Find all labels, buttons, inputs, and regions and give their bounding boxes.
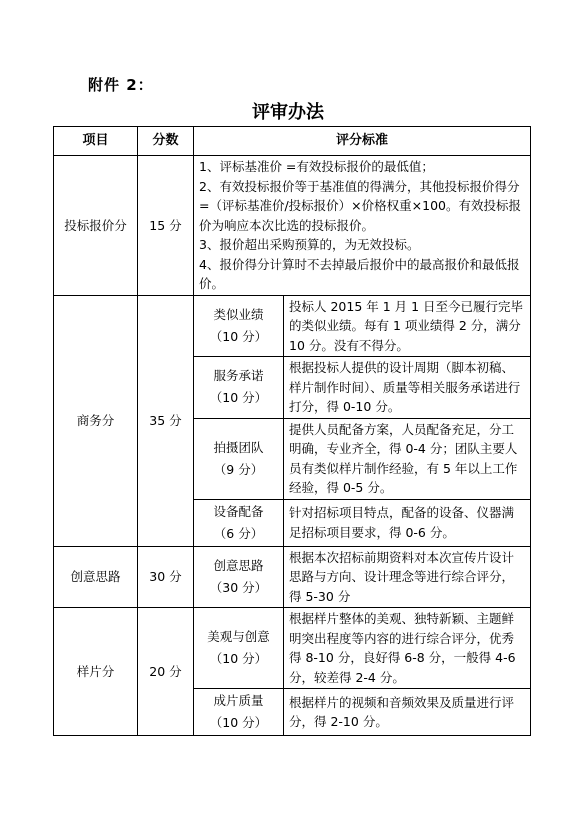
sub-item-cell bbox=[194, 295, 284, 357]
sub-item-name: 拍摄团队 bbox=[213, 439, 264, 455]
document-title: 评审办法 bbox=[252, 102, 324, 123]
sub-item-cell bbox=[194, 418, 284, 499]
sub-item-cell bbox=[194, 608, 284, 689]
scoring-table bbox=[53, 126, 531, 736]
criteria-line: 4、报价得分计算时不去掉最后报价中的最高报价和最低报价。 bbox=[199, 256, 520, 291]
sub-item-points: （6 分） bbox=[213, 525, 264, 541]
criteria-line: 2、有效投标报价等于基准值的得满分，其他投标报价得分=（评标基准价/投标报价）×价格权重×100。有效投标报价为响应本次比选的投标报价。 bbox=[199, 178, 521, 233]
sub-item-points: （9 分） bbox=[213, 461, 264, 477]
sub-item-cell bbox=[194, 499, 284, 546]
sub-item-points: （10 分） bbox=[209, 715, 268, 730]
item-cell: 创意思路 bbox=[54, 546, 138, 608]
score-cell: 15 分 bbox=[138, 156, 194, 296]
sub-item-points: （10 分） bbox=[209, 651, 268, 666]
table-row bbox=[54, 608, 531, 689]
sub-criteria-cell: 针对招标项目特点，配备的设备、仪器满足招标项目要求，得 0-6 分。 bbox=[284, 499, 531, 546]
sub-item-name: 创意思路 bbox=[213, 557, 264, 573]
sub-item-points: （30 分） bbox=[209, 579, 268, 595]
criteria-line: 3、报价超出采购预算的，为无效投标。 bbox=[199, 237, 420, 252]
sub-criteria-cell: 根据本次招标前期资料对本次宣传片设计思路与方向、设计理念等进行综合评分，得 5-30 分 bbox=[284, 546, 531, 608]
sub-item-cell bbox=[194, 689, 284, 736]
sub-item-points: （10 分） bbox=[209, 390, 268, 406]
sub-criteria-cell: 投标人 2015 年 1 月 1 日至今已履行完毕的类似业绩。每有 1 项业绩得 2 分，满分 10 分。没有不得分。 bbox=[284, 295, 531, 357]
item-cell: 商务分 bbox=[54, 295, 138, 546]
sub-item-name: 设备配备 bbox=[213, 503, 264, 519]
sub-criteria-cell: 根据投标人提供的设计周期（脚本初稿、样片制作时间）、质量等相关服务承诺进行打分，得 0-10 分。 bbox=[284, 357, 531, 419]
sub-item-name: 成片质量 bbox=[213, 693, 264, 708]
sub-criteria-cell: 根据样片的视频和音频效果及质量进行评分，得 2-10 分。 bbox=[284, 689, 531, 736]
header-score: 分数 bbox=[138, 127, 194, 156]
score-cell: 20 分 bbox=[138, 608, 194, 736]
header-row bbox=[54, 127, 531, 156]
sub-item-points: （10 分） bbox=[209, 328, 268, 344]
table-row bbox=[54, 295, 531, 357]
table-row bbox=[54, 156, 531, 296]
item-cell: 投标报价分 bbox=[54, 156, 138, 296]
header-item: 项目 bbox=[54, 127, 138, 156]
score-cell: 30 分 bbox=[138, 546, 194, 608]
attachment-label: 附件 2： bbox=[88, 76, 154, 94]
item-cell: 样片分 bbox=[54, 608, 138, 736]
sub-item-cell bbox=[194, 546, 284, 608]
sub-item-name: 服务承诺 bbox=[213, 368, 264, 384]
sub-criteria-cell: 提供人员配备方案，人员配备充足，分工明确，专业齐全，得 0-4 分；团队主要人员有类似样片制作经验，有 5 年以上工作经验，得 0-5 分。 bbox=[284, 418, 531, 499]
table-row bbox=[54, 546, 531, 608]
criteria-line: 1、评标基准价 =有效投标报价的最低值； bbox=[199, 159, 434, 174]
header-criteria: 评分标准 bbox=[194, 127, 531, 156]
sub-criteria-cell: 根据样片整体的美观、独特新颖、主题鲜明突出程度等内容的进行综合评分，优秀得 8-10 分，良好得 6-8 分，一般得 4-6 分，较差得 2-4 分。 bbox=[284, 608, 531, 689]
score-cell: 35 分 bbox=[138, 295, 194, 546]
sub-item-name: 类似业绩 bbox=[213, 306, 264, 322]
sub-item-name: 美观与创意 bbox=[207, 629, 270, 644]
sub-item-cell bbox=[194, 357, 284, 419]
criteria-cell bbox=[194, 156, 531, 296]
